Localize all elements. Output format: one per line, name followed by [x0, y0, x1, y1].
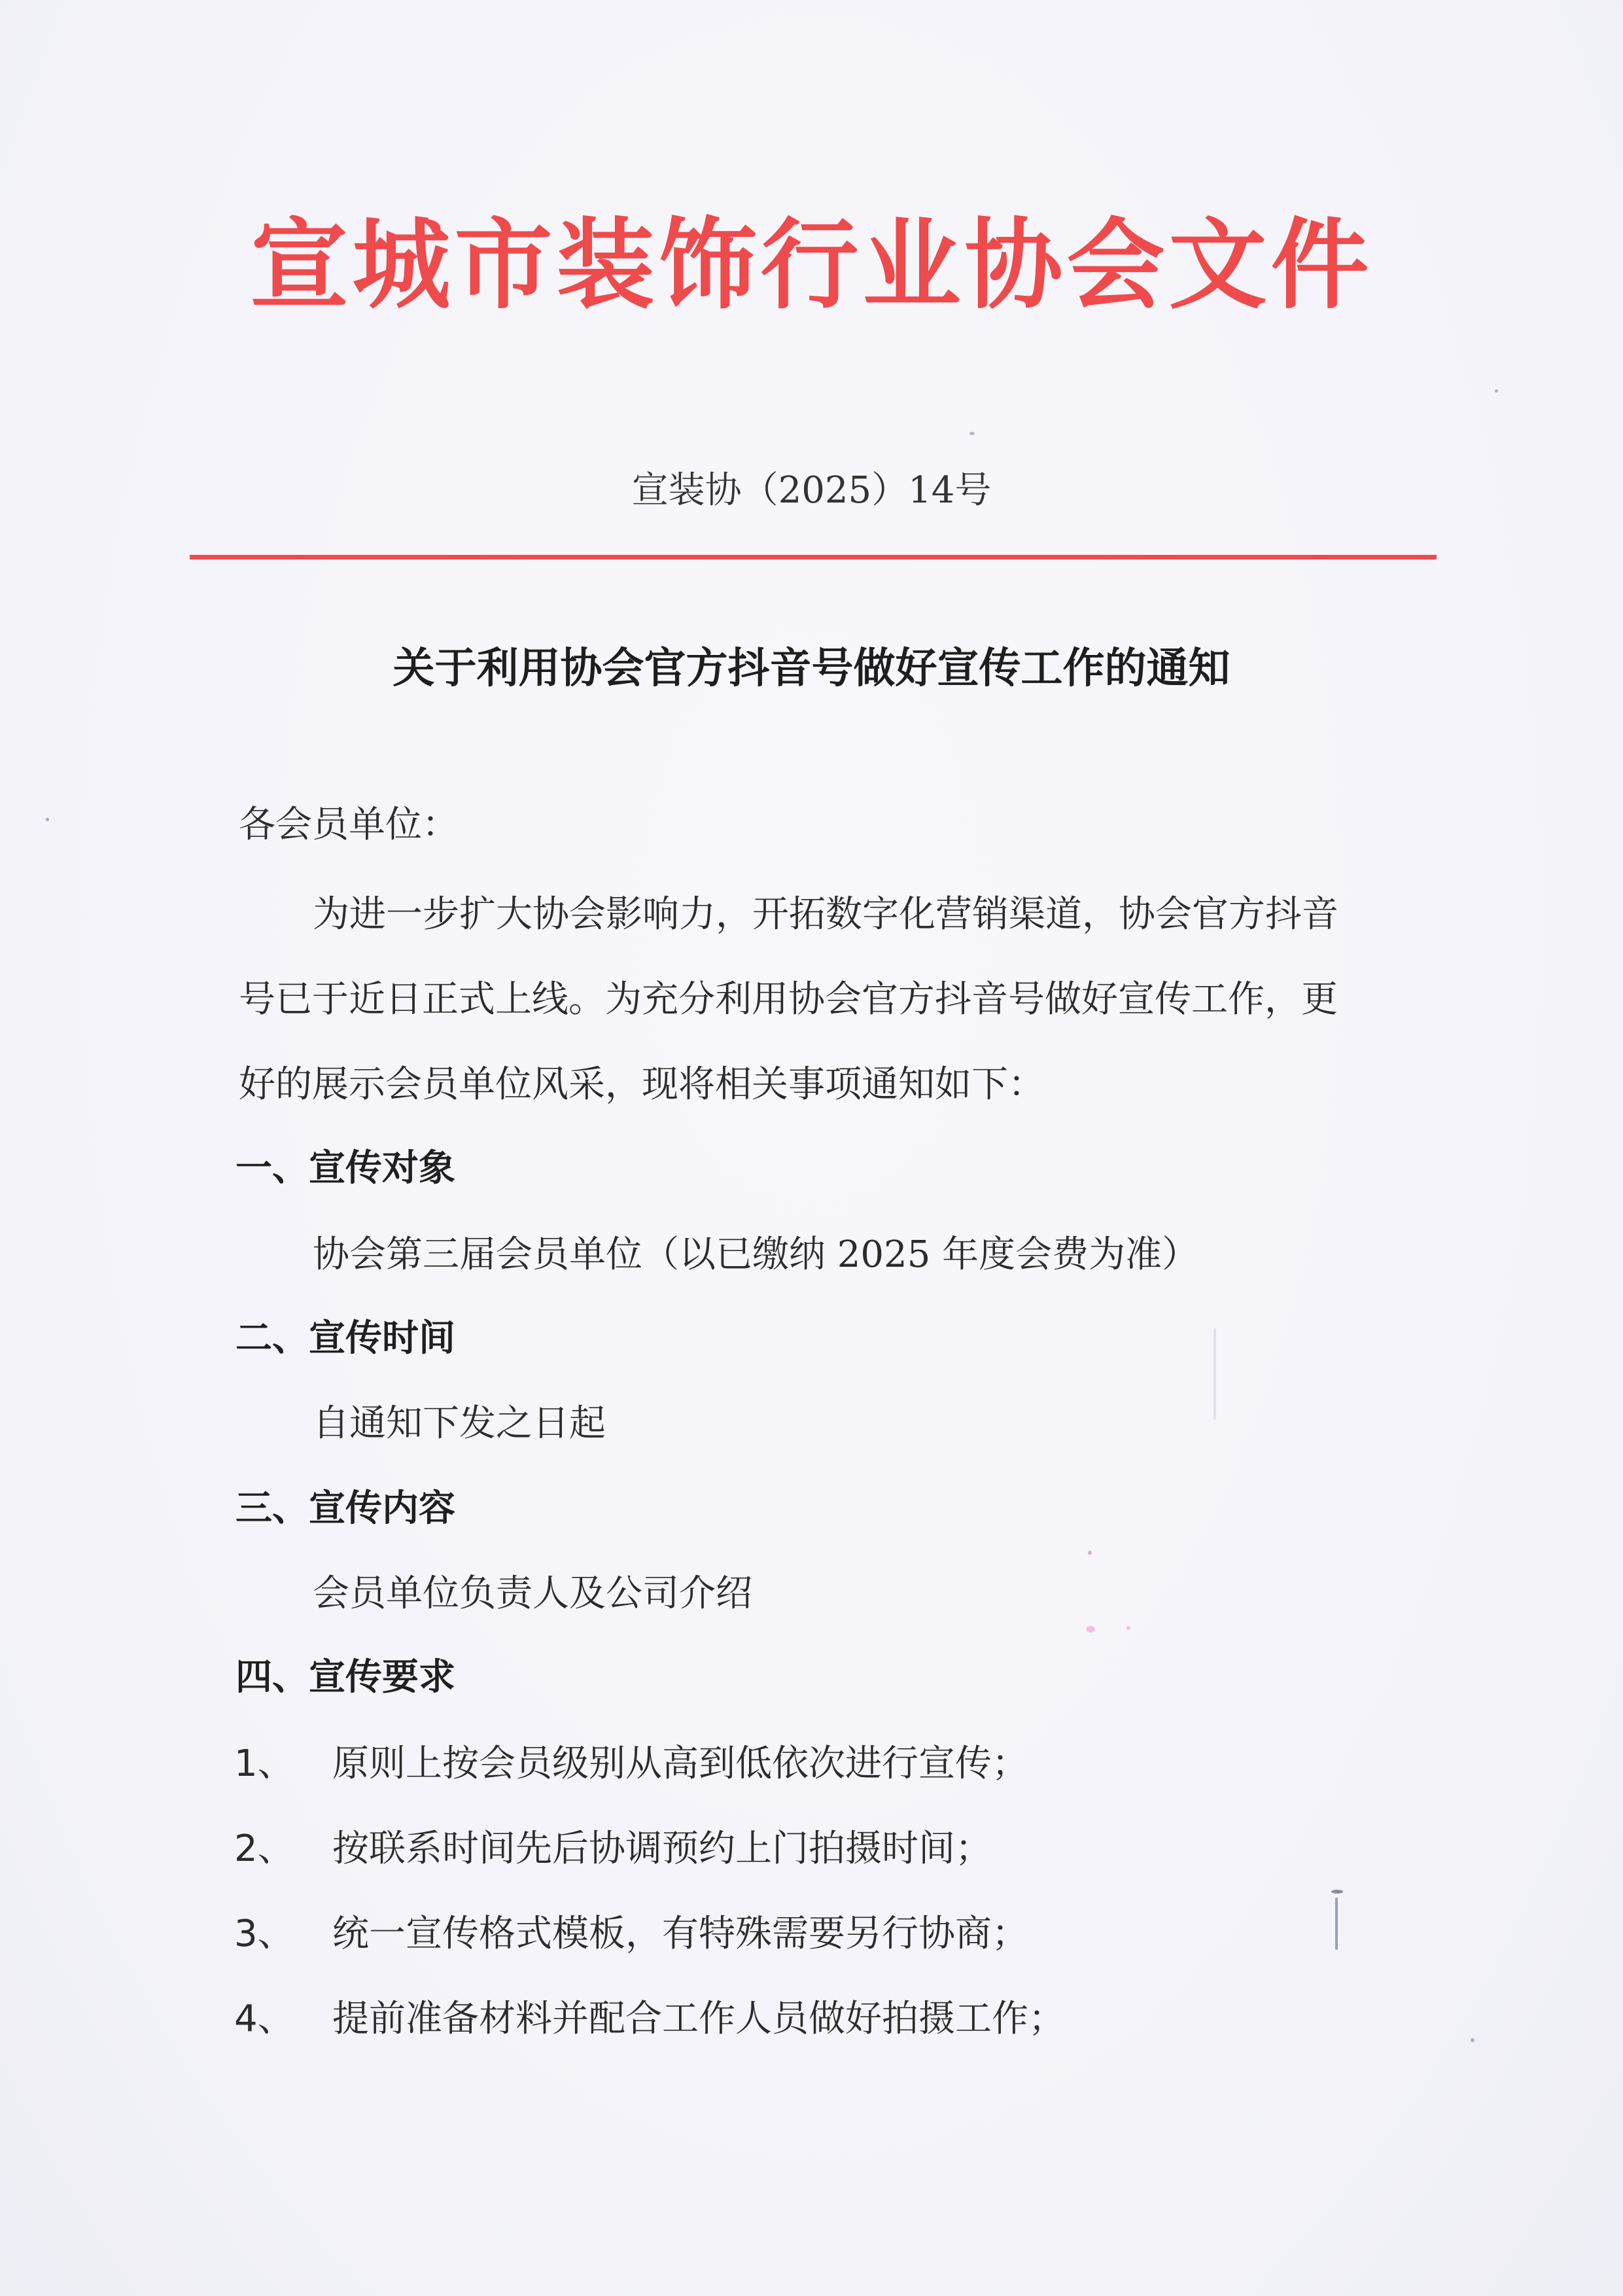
- scan-speck: [1471, 2038, 1475, 2042]
- intro-line-1: 为进一步扩大协会影响力，开拓数字化营销渠道，协会官方抖音: [313, 893, 1338, 936]
- requirement-number-3: 3、: [234, 1913, 294, 1955]
- section-heading-1: 一、宣传对象: [236, 1147, 455, 1190]
- document-number: 宣装协（2025）14号: [631, 469, 992, 512]
- notice-title: 关于利用协会官方抖音号做好宣传工作的通知: [393, 645, 1230, 693]
- scan-speck: [1126, 1626, 1130, 1630]
- requirement-number-1: 1、: [234, 1742, 294, 1785]
- salutation: 各会员单位：: [239, 804, 459, 846]
- section-heading-3: 三、宣传内容: [236, 1487, 455, 1530]
- scan-speck: [1086, 1626, 1095, 1633]
- requirement-text-3: 统一宣传格式模板，有特殊需要另行协商；: [332, 1913, 1028, 1955]
- requirement-text-1: 原则上按会员级别从高到低依次进行宣传；: [332, 1742, 1028, 1785]
- red-divider: [190, 555, 1437, 559]
- requirement-text-4: 提前准备材料并配合工作人员做好拍摄工作；: [332, 1998, 1065, 2040]
- section-body-1: 协会第三届会员单位（以已缴纳 2025 年度会费为准）: [313, 1233, 1199, 1276]
- requirement-text-2: 按联系时间先后协调预约上门拍摄时间；: [332, 1828, 992, 1870]
- scan-speck: [1495, 389, 1498, 393]
- section-heading-4: 四、宣传要求: [236, 1656, 455, 1699]
- scan-speck: [1213, 1328, 1216, 1420]
- intro-line-2: 号已于近日正式上线。为充分利用协会官方抖音号做好宣传工作，更: [239, 978, 1338, 1021]
- section-body-3: 会员单位负责人及公司介绍: [313, 1572, 752, 1615]
- scan-speck: [1335, 1898, 1338, 1950]
- requirement-number-2: 2、: [234, 1828, 294, 1870]
- section-body-2: 自通知下发之日起: [313, 1402, 606, 1445]
- scan-speck: [969, 432, 975, 435]
- requirement-number-4: 4、: [234, 1998, 294, 2040]
- masthead-title: 宣城市装饰行业协会文件: [250, 207, 1373, 323]
- scan-speck: [1331, 1890, 1343, 1894]
- scan-speck: [1088, 1551, 1092, 1555]
- section-heading-2: 二、宣传时间: [236, 1317, 455, 1360]
- intro-line-3: 好的展示会员单位风采，现将相关事项通知如下：: [239, 1063, 1045, 1106]
- scan-speck: [46, 818, 49, 821]
